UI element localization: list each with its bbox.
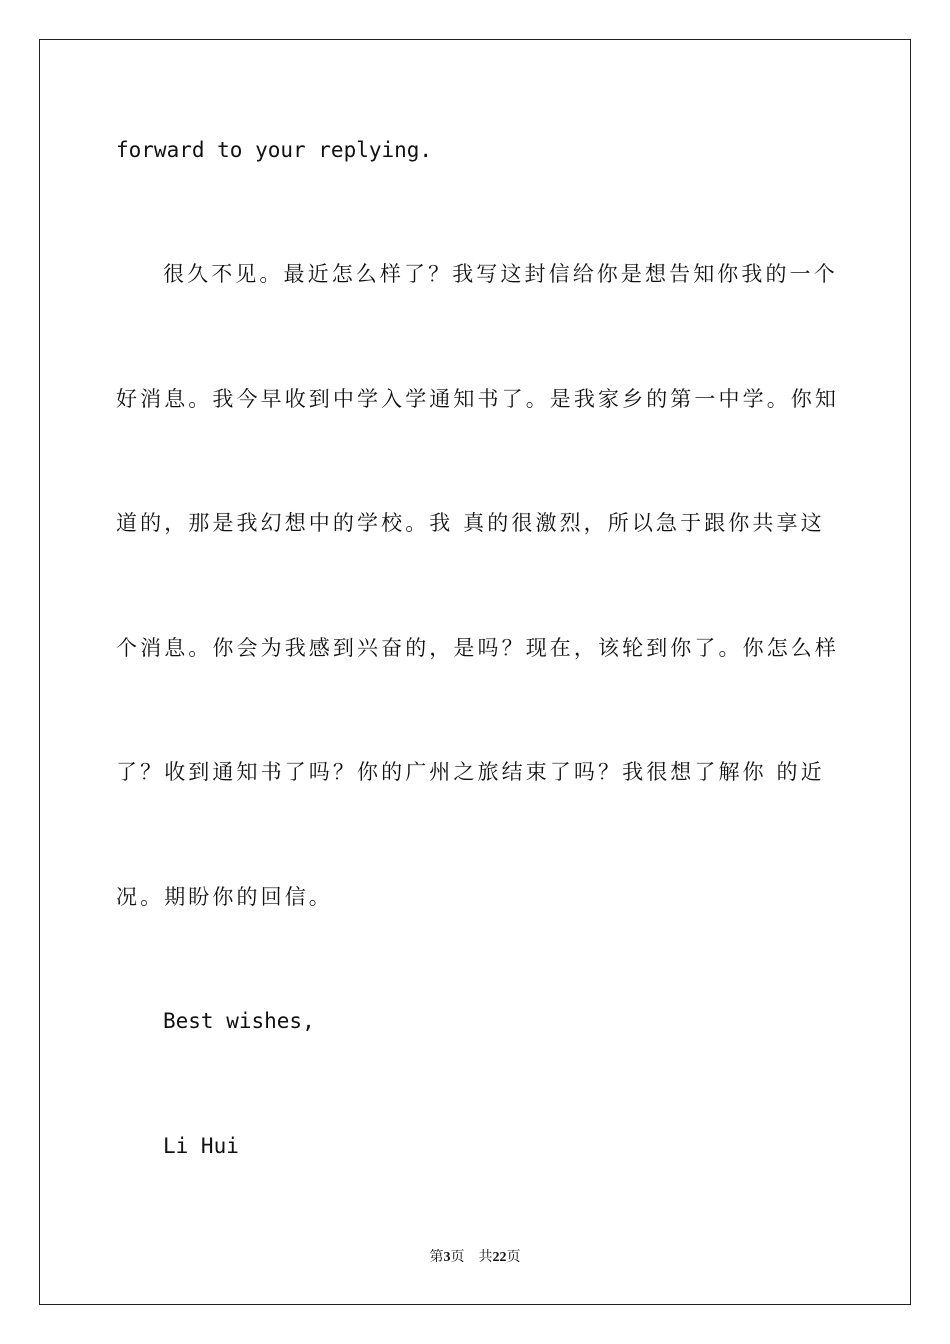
page-suffix: 页 bbox=[450, 1250, 465, 1265]
text-line-6: 了？收到通知书了吗？你的广州之旅结束了吗？我很想了解你 的近 bbox=[116, 760, 825, 784]
text-line-1: forward to your replying. bbox=[116, 138, 433, 162]
page-prefix: 第 bbox=[429, 1250, 444, 1265]
text-line-3: 好消息。我今早收到中学入学通知书了。是我家乡的第一中学。你知 bbox=[116, 387, 839, 411]
page-number: 3 bbox=[443, 1250, 451, 1265]
total-suffix: 页 bbox=[506, 1250, 521, 1265]
total-prefix: 共 bbox=[478, 1250, 493, 1265]
signature: Li Hui bbox=[163, 1134, 239, 1158]
page-footer bbox=[0, 1249, 950, 1267]
text-line-7: 况。期盼你的回信。 bbox=[116, 885, 333, 909]
text-line-5: 个消息。你会为我感到兴奋的，是吗？现在，该轮到你了。你怎么样 bbox=[116, 636, 839, 660]
text-line-2: 很久不见。最近怎么样了？我写这封信给你是想告知你我的一个 bbox=[163, 262, 838, 286]
total-pages: 22 bbox=[492, 1250, 507, 1265]
closing: Best wishes, bbox=[163, 1009, 315, 1033]
text-line-4: 道的，那是我幻想中的学校。我 真的很激烈，所以急于跟你共享这 bbox=[116, 511, 825, 535]
page-border bbox=[39, 39, 911, 1305]
